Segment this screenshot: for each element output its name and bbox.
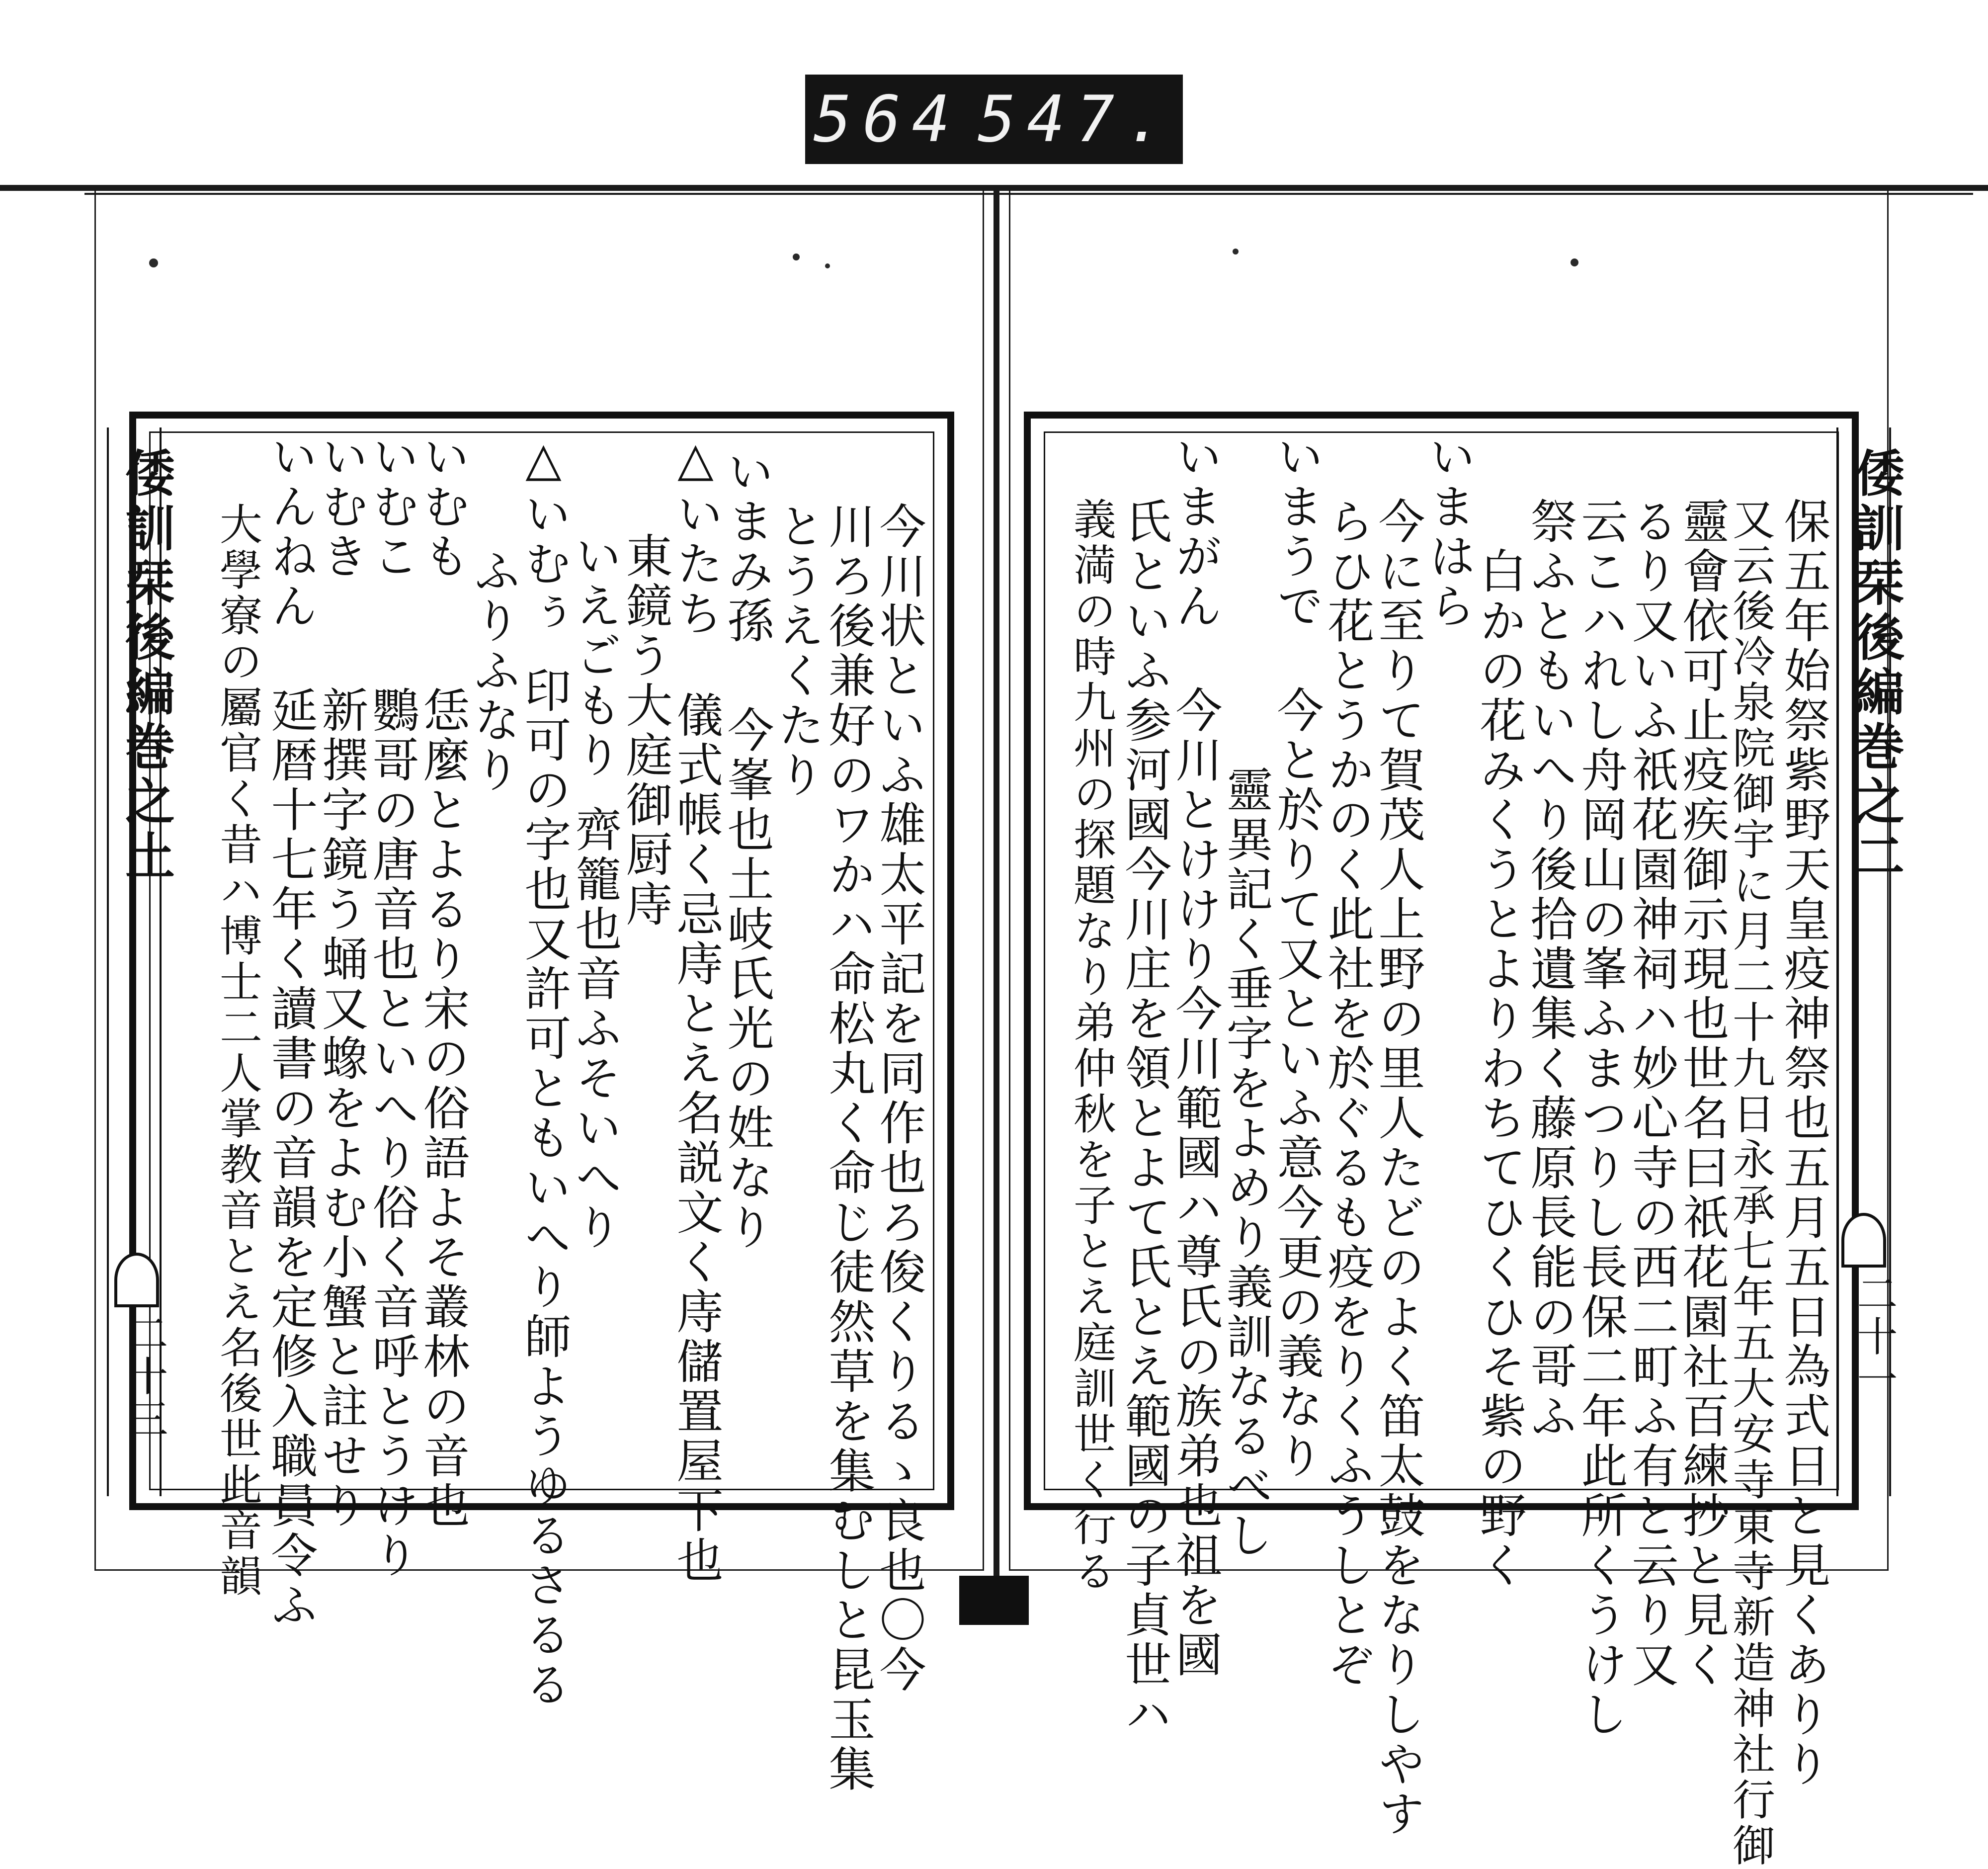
left-col-19: 新撰字鏡う蛹又蟓をよむ小蟹と註せり bbox=[314, 686, 368, 1531]
scan-speck bbox=[1233, 249, 1239, 255]
right-col-7: 白かの花みくうとよりわちてひくひそ紫の野く bbox=[1472, 547, 1526, 1591]
left-col-7: 儀式帳く忌庤とえ名説文く庤儲置屋下也 bbox=[668, 691, 723, 1586]
left-margin-title: 倭訓栞後編巻之土 bbox=[117, 447, 175, 885]
right-col-17: 義満の時九州の探題なり弟仲秋を子とえ庭訓世く行る bbox=[1066, 497, 1116, 1595]
right-col-14: いまがん bbox=[1167, 432, 1222, 631]
right-col-5: 云こハれし舟岡山の峯ふまつりし長保二年此所くうけし bbox=[1573, 497, 1627, 1740]
left-col-12: 印可の字也又許可ともいへり師ようゆるさるる bbox=[516, 666, 571, 1710]
scan-speck bbox=[825, 263, 830, 268]
left-col-11: △いむぅ bbox=[516, 432, 571, 639]
right-col-16: 氏といふ参河國今川庄を領とよて氏とえ範國の子貞世ハ bbox=[1117, 497, 1171, 1740]
page-number-plate bbox=[805, 75, 1183, 164]
right-col-10: らひ花とうかのく此社を於ぐるも疫をりくふうしとぞ bbox=[1320, 497, 1374, 1690]
right-col-8: いまはら bbox=[1421, 432, 1475, 631]
right-col-6: 祭ふともいへり後拾遺集く藤原長能の哥ふ bbox=[1522, 497, 1576, 1442]
right-col-3: 靈會依可止疫疾御示現也世名曰祇花園社百練抄と見く bbox=[1674, 497, 1729, 1690]
left-col-20: いんねん bbox=[263, 432, 317, 631]
left-col-9: いえごもり bbox=[567, 532, 621, 780]
right-col-1: 保五年始祭紫野天皇疫神祭也五月五日為式日と見くありり bbox=[1776, 497, 1830, 1789]
left-col-4: いまみ孫 bbox=[719, 447, 773, 646]
scan-speck bbox=[1571, 258, 1578, 266]
left-col-2: 川ろ後兼好のワかハ命松丸く命じ徒然草を集むしと昆玉集 bbox=[821, 502, 875, 1794]
right-col-15: 今川とけけり今川範國ハ尊氏の族弟也祖を國 bbox=[1167, 686, 1222, 1680]
left-col-5: 今峯也土岐氏光の姓なり bbox=[719, 706, 773, 1253]
left-col-6: △いたち bbox=[668, 432, 723, 639]
left-col-16: いむこ bbox=[364, 432, 418, 582]
right-fishtail bbox=[1841, 1213, 1886, 1268]
left-col-15: 恁麼とよるり宋の俗語よそ叢林の音也 bbox=[415, 686, 469, 1531]
right-col-13: 靈異記く垂字をよめり義訓なるべし bbox=[1218, 765, 1272, 1561]
right-margin-number: 二十一 bbox=[1850, 1273, 1898, 1401]
right-col-12: 今と於りて又といふ意今更の義なり bbox=[1269, 686, 1323, 1481]
scan-speck bbox=[793, 254, 800, 260]
plate-left-number: 564 bbox=[813, 82, 961, 157]
left-col-8: 東鏡う大庭御厨庤 bbox=[618, 532, 672, 930]
left-col-13: ふりふなり bbox=[466, 547, 520, 795]
right-col-4: るり又いふ祇花園神祠ハ妙心寺の西二町ふ有と云り又 bbox=[1624, 497, 1678, 1690]
left-col-21: 延暦十七年く讀書の音韻を定修入職員令ふ bbox=[263, 686, 317, 1630]
spine-bottom-block bbox=[959, 1576, 1029, 1625]
right-col-2: 又云後冷泉院御宇に月二十九日永承七年五大安寺東寺新造神社行御 bbox=[1725, 497, 1775, 1869]
left-margin-number: 二十三 bbox=[121, 1312, 168, 1441]
left-col-14: いむも bbox=[415, 432, 469, 582]
left-fishtail bbox=[114, 1253, 159, 1307]
scan-speck bbox=[149, 258, 158, 267]
left-col-10: 齊籠也音ふそいへり bbox=[567, 805, 621, 1253]
right-col-11: いまうで bbox=[1269, 432, 1323, 631]
left-col-1: 今川状といふ雄太平記を同作也ろ俊くりるゝ良也〇今 bbox=[871, 502, 925, 1695]
left-col-22: 大學寮の屬官く昔ハ博士二人掌教音とえ名後世此音韻 bbox=[212, 502, 262, 1600]
right-margin-title: 倭訓栞後編巻之二 bbox=[1846, 447, 1905, 885]
spine-line bbox=[994, 189, 999, 1576]
plate-right-number: 547. bbox=[978, 82, 1175, 157]
right-col-9: 今に至りて賀茂人上野の里人たどのよく笛太鼓をなりしやす bbox=[1370, 497, 1424, 1839]
left-col-17: 鸚哥の唐音也といへり俗く音呼とうけり bbox=[364, 686, 418, 1581]
left-col-18: いむき bbox=[314, 432, 368, 582]
left-col-3: とうえくたり bbox=[770, 502, 824, 800]
